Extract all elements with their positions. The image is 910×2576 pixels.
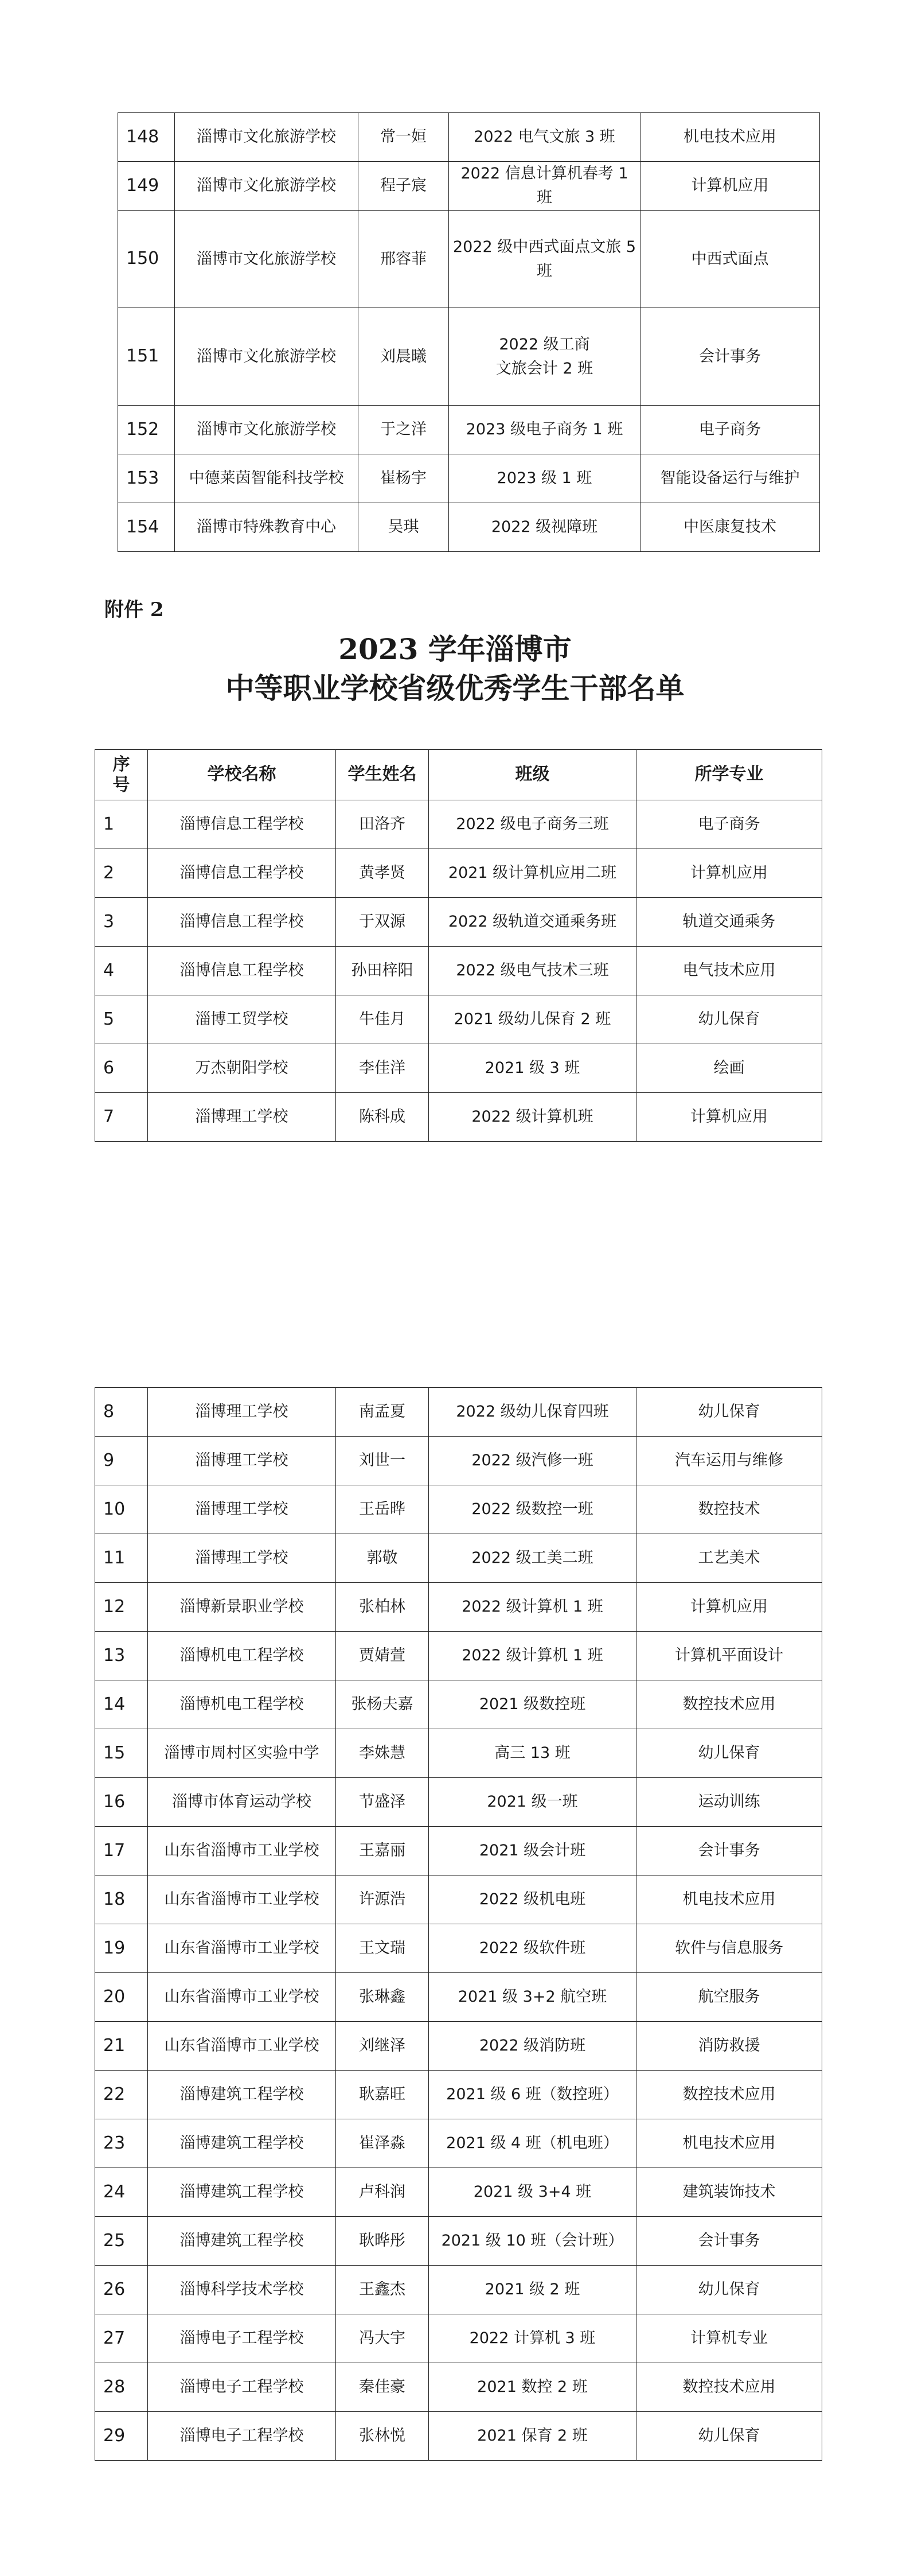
cell-seq: 154 — [118, 503, 175, 552]
cell-student-name: 王嘉丽 — [336, 1827, 429, 1875]
cell-seq: 28 — [95, 2363, 148, 2412]
cell-school: 淄博市文化旅游学校 — [175, 211, 358, 308]
header-class: 班级 — [429, 750, 636, 800]
cell-class: 2021 级 6 班（数控班） — [429, 2071, 636, 2119]
cell-major: 工艺美术 — [636, 1534, 822, 1583]
table-row — [95, 1534, 822, 1583]
cell-class: 2022 级电子商务三班 — [429, 800, 636, 849]
page-title-line2: 中等职业学校省级优秀学生干部名单 — [225, 671, 685, 705]
cell-school: 淄博市文化旅游学校 — [175, 308, 358, 406]
cell-student-name: 程子宸 — [358, 162, 449, 211]
cell-seq: 29 — [95, 2412, 148, 2461]
cell-school: 山东省淄博市工业学校 — [148, 1875, 336, 1924]
cell-seq: 24 — [95, 2168, 148, 2217]
cell-seq: 11 — [95, 1534, 148, 1583]
cell-class: 2021 级 10 班（会计班） — [429, 2217, 636, 2266]
cell-class: 2022 级轨道交通乘务班 — [429, 898, 636, 947]
cell-school: 淄博建筑工程学校 — [148, 2071, 336, 2119]
cell-class: 2023 级电子商务 1 班 — [449, 406, 640, 454]
cell-major: 中西式面点 — [640, 211, 820, 308]
cell-major: 电气技术应用 — [636, 947, 822, 995]
cell-school: 山东省淄博市工业学校 — [148, 1827, 336, 1875]
cell-student-name: 耿嘉旺 — [336, 2071, 429, 2119]
cell-seq: 14 — [95, 1680, 148, 1729]
cell-school: 淄博电子工程学校 — [148, 2314, 336, 2363]
cell-major: 运动训练 — [636, 1778, 822, 1827]
cell-school: 淄博信息工程学校 — [148, 898, 336, 947]
cell-student-name: 陈科成 — [336, 1093, 429, 1142]
cell-school: 淄博理工学校 — [148, 1437, 336, 1485]
cell-school: 淄博建筑工程学校 — [148, 2168, 336, 2217]
cell-class: 2022 信息计算机春考 1 班 — [449, 162, 640, 211]
cell-seq: 151 — [118, 308, 175, 406]
cell-student-name: 卢科润 — [336, 2168, 429, 2217]
cell-seq: 6 — [95, 1044, 148, 1093]
cell-student-name: 耿晔彤 — [336, 2217, 429, 2266]
cell-school: 万杰朝阳学校 — [148, 1044, 336, 1093]
cell-student-name: 刘继泽 — [336, 2022, 429, 2071]
main-table-body — [95, 800, 822, 1142]
cell-class: 2022 级幼儿保育四班 — [429, 1388, 636, 1437]
cell-student-name: 崔泽淼 — [336, 2119, 429, 2168]
cell-major: 绘画 — [636, 1044, 822, 1093]
cell-class: 2022 级计算机班 — [429, 1093, 636, 1142]
cell-seq: 148 — [118, 113, 175, 162]
header-name: 学生姓名 — [336, 750, 429, 800]
cell-student-name: 王岳晔 — [336, 1485, 429, 1534]
cell-student-name: 孙田梓阳 — [336, 947, 429, 995]
table-row — [95, 2363, 822, 2412]
cell-major: 机电技术应用 — [636, 1875, 822, 1924]
cell-school: 淄博市周村区实验中学 — [148, 1729, 336, 1778]
cell-class: 2022 级中西式面点文旅 5 班 — [449, 211, 640, 308]
cell-class: 2022 级计算机 1 班 — [429, 1632, 636, 1680]
cell-major: 建筑装饰技术 — [636, 2168, 822, 2217]
cell-school: 淄博工贸学校 — [148, 995, 336, 1044]
cell-student-name: 秦佳豪 — [336, 2363, 429, 2412]
table-row — [95, 995, 822, 1044]
cell-student-name: 南孟夏 — [336, 1388, 429, 1437]
cell-student-name: 冯大宇 — [336, 2314, 429, 2363]
cell-student-name: 节盛泽 — [336, 1778, 429, 1827]
cell-class: 2022 级工美二班 — [429, 1534, 636, 1583]
table-row — [95, 1973, 822, 2022]
cell-seq: 153 — [118, 454, 175, 503]
cell-seq: 16 — [95, 1778, 148, 1827]
cell-class: 2021 级会计班 — [429, 1827, 636, 1875]
cell-class: 2021 级一班 — [429, 1778, 636, 1827]
table-row — [95, 2119, 822, 2168]
continued-table-body — [118, 113, 820, 552]
cell-seq: 19 — [95, 1924, 148, 1973]
cell-seq: 27 — [95, 2314, 148, 2363]
table-row — [95, 849, 822, 898]
cell-seq: 21 — [95, 2022, 148, 2071]
cell-seq: 23 — [95, 2119, 148, 2168]
table-row — [95, 1583, 822, 1632]
cell-class: 2022 级视障班 — [449, 503, 640, 552]
cell-major: 数控技术应用 — [636, 1680, 822, 1729]
table-row — [95, 1044, 822, 1093]
cell-class: 高三 13 班 — [429, 1729, 636, 1778]
cell-student-name: 于之洋 — [358, 406, 449, 454]
cell-student-name: 刘世一 — [336, 1437, 429, 1485]
cell-seq: 22 — [95, 2071, 148, 2119]
cell-seq: 25 — [95, 2217, 148, 2266]
cell-school: 淄博信息工程学校 — [148, 800, 336, 849]
cell-major: 数控技术应用 — [636, 2071, 822, 2119]
continued-student-table — [118, 112, 820, 552]
table-row — [95, 1729, 822, 1778]
table-row — [118, 406, 820, 454]
table-row — [118, 308, 820, 406]
attachment-label: 附件 2 — [104, 598, 164, 621]
cell-major: 幼儿保育 — [636, 2266, 822, 2314]
cell-school: 山东省淄博市工业学校 — [148, 2022, 336, 2071]
cell-seq: 5 — [95, 995, 148, 1044]
cell-class: 2022 级汽修一班 — [429, 1437, 636, 1485]
cell-seq: 12 — [95, 1583, 148, 1632]
cell-class: 2021 级 4 班（机电班） — [429, 2119, 636, 2168]
cell-major: 计算机平面设计 — [636, 1632, 822, 1680]
cell-class: 2023 级 1 班 — [449, 454, 640, 503]
table-row — [118, 162, 820, 211]
cell-major: 中医康复技术 — [640, 503, 820, 552]
cell-class: 2021 级 3+2 航空班 — [429, 1973, 636, 2022]
cell-seq: 3 — [95, 898, 148, 947]
cell-school: 山东省淄博市工业学校 — [148, 1924, 336, 1973]
cell-major: 幼儿保育 — [636, 2412, 822, 2461]
cell-student-name: 于双源 — [336, 898, 429, 947]
cell-class: 2022 级计算机 1 班 — [429, 1583, 636, 1632]
table-row — [95, 2022, 822, 2071]
cell-school: 淄博机电工程学校 — [148, 1680, 336, 1729]
cell-school: 淄博建筑工程学校 — [148, 2119, 336, 2168]
table-row — [95, 1388, 822, 1437]
cell-major: 幼儿保育 — [636, 1388, 822, 1437]
table-row — [118, 454, 820, 503]
cell-class: 2021 级计算机应用二班 — [429, 849, 636, 898]
cell-seq: 10 — [95, 1485, 148, 1534]
cell-major: 计算机应用 — [640, 162, 820, 211]
cell-seq: 149 — [118, 162, 175, 211]
table-row — [95, 800, 822, 849]
table-row — [118, 211, 820, 308]
cell-student-name: 刘晨曦 — [358, 308, 449, 406]
cell-school: 淄博市文化旅游学校 — [175, 406, 358, 454]
table-row — [95, 1485, 822, 1534]
cell-class: 2021 保育 2 班 — [429, 2412, 636, 2461]
cell-major: 汽车运用与维修 — [636, 1437, 822, 1485]
cell-class: 2021 数控 2 班 — [429, 2363, 636, 2412]
table-row — [95, 2217, 822, 2266]
cell-seq: 7 — [95, 1093, 148, 1142]
cell-school: 淄博理工学校 — [148, 1485, 336, 1534]
table-row — [95, 1827, 822, 1875]
table-row — [95, 1924, 822, 1973]
cell-major: 数控技术 — [636, 1485, 822, 1534]
cell-school: 淄博科学技术学校 — [148, 2266, 336, 2314]
cell-class: 2021 级 3 班 — [429, 1044, 636, 1093]
student-cadre-table — [95, 749, 822, 1142]
cell-student-name: 李姝慧 — [336, 1729, 429, 1778]
cell-major: 幼儿保育 — [636, 995, 822, 1044]
cell-seq: 26 — [95, 2266, 148, 2314]
table-row — [118, 113, 820, 162]
cell-school: 淄博建筑工程学校 — [148, 2217, 336, 2266]
table-row — [95, 1875, 822, 1924]
table-row — [118, 503, 820, 552]
cell-school: 山东省淄博市工业学校 — [148, 1973, 336, 2022]
cell-major: 消防救援 — [636, 2022, 822, 2071]
cell-class: 2022 电气文旅 3 班 — [449, 113, 640, 162]
table-row — [95, 2168, 822, 2217]
cell-class: 2021 级 2 班 — [429, 2266, 636, 2314]
cell-student-name: 张杨夫嘉 — [336, 1680, 429, 1729]
cell-major: 机电技术应用 — [640, 113, 820, 162]
table-header-row — [95, 750, 822, 800]
cell-school: 淄博市文化旅游学校 — [175, 162, 358, 211]
cell-class: 2022 计算机 3 班 — [429, 2314, 636, 2363]
cell-major: 会计事务 — [636, 1827, 822, 1875]
cell-student-name: 张柏林 — [336, 1583, 429, 1632]
cell-seq: 4 — [95, 947, 148, 995]
cell-major: 智能设备运行与维护 — [640, 454, 820, 503]
cell-school: 淄博信息工程学校 — [148, 947, 336, 995]
cell-student-name: 王文瑞 — [336, 1924, 429, 1973]
cell-student-name: 张琳鑫 — [336, 1973, 429, 2022]
cell-seq: 2 — [95, 849, 148, 898]
cell-major: 计算机应用 — [636, 1583, 822, 1632]
cell-major: 轨道交通乘务 — [636, 898, 822, 947]
cell-class: 2021 级数控班 — [429, 1680, 636, 1729]
cell-student-name: 黄孝贤 — [336, 849, 429, 898]
cell-seq: 9 — [95, 1437, 148, 1485]
cell-major: 软件与信息服务 — [636, 1924, 822, 1973]
cell-student-name: 牛佳月 — [336, 995, 429, 1044]
cell-student-name: 邢容菲 — [358, 211, 449, 308]
cont-table-body — [95, 1388, 822, 2461]
cell-school: 中德莱茵智能科技学校 — [175, 454, 358, 503]
cell-school: 淄博市特殊教育中心 — [175, 503, 358, 552]
cell-major: 航空服务 — [636, 1973, 822, 2022]
cell-student-name: 崔杨宇 — [358, 454, 449, 503]
cell-major: 机电技术应用 — [636, 2119, 822, 2168]
cell-seq: 1 — [95, 800, 148, 849]
cell-student-name: 常一姮 — [358, 113, 449, 162]
cell-class: 2022 级消防班 — [429, 2022, 636, 2071]
header-seq: 序 号 — [95, 750, 148, 800]
table-row — [95, 898, 822, 947]
header-major: 所学专业 — [636, 750, 822, 800]
cell-school: 淄博市文化旅游学校 — [175, 113, 358, 162]
cell-student-name: 贾婧萱 — [336, 1632, 429, 1680]
cell-seq: 150 — [118, 211, 175, 308]
cell-class: 2021 级幼儿保育 2 班 — [429, 995, 636, 1044]
cell-school: 淄博机电工程学校 — [148, 1632, 336, 1680]
table-row — [95, 2071, 822, 2119]
table-row — [95, 1093, 822, 1142]
student-cadre-table-continued — [95, 1387, 822, 2461]
cell-school: 淄博新景职业学校 — [148, 1583, 336, 1632]
cell-major: 数控技术应用 — [636, 2363, 822, 2412]
cell-student-name: 张林悦 — [336, 2412, 429, 2461]
cell-school: 淄博理工学校 — [148, 1534, 336, 1583]
cell-class: 2021 级 3+4 班 — [429, 2168, 636, 2217]
cell-student-name: 吴琪 — [358, 503, 449, 552]
cell-class: 2022 级软件班 — [429, 1924, 636, 1973]
table-row — [95, 947, 822, 995]
cell-class: 2022 级数控一班 — [429, 1485, 636, 1534]
cell-major: 电子商务 — [636, 800, 822, 849]
table-row — [95, 1437, 822, 1485]
cell-seq: 18 — [95, 1875, 148, 1924]
table-row — [95, 1680, 822, 1729]
cell-major: 会计事务 — [640, 308, 820, 406]
cell-class: 2022 级电气技术三班 — [429, 947, 636, 995]
cell-major: 计算机专业 — [636, 2314, 822, 2363]
cell-school: 淄博电子工程学校 — [148, 2363, 336, 2412]
cell-student-name: 田洛齐 — [336, 800, 429, 849]
cell-seq: 13 — [95, 1632, 148, 1680]
table-row — [95, 2314, 822, 2363]
table-row — [95, 1632, 822, 1680]
cell-seq: 20 — [95, 1973, 148, 2022]
cell-major: 计算机应用 — [636, 1093, 822, 1142]
cell-major: 电子商务 — [640, 406, 820, 454]
cell-student-name: 李佳洋 — [336, 1044, 429, 1093]
cell-school: 淄博电子工程学校 — [148, 2412, 336, 2461]
cell-seq: 15 — [95, 1729, 148, 1778]
page-title-line1: 2023 学年淄博市 — [338, 632, 572, 666]
cell-student-name: 王鑫杰 — [336, 2266, 429, 2314]
cell-student-name: 许源浩 — [336, 1875, 429, 1924]
cell-school: 淄博信息工程学校 — [148, 849, 336, 898]
table-row — [95, 2266, 822, 2314]
cell-seq: 152 — [118, 406, 175, 454]
cell-class: 2022 级机电班 — [429, 1875, 636, 1924]
cell-major: 会计事务 — [636, 2217, 822, 2266]
cell-seq: 17 — [95, 1827, 148, 1875]
cell-school: 淄博理工学校 — [148, 1093, 336, 1142]
cell-major: 计算机应用 — [636, 849, 822, 898]
cell-school: 淄博理工学校 — [148, 1388, 336, 1437]
cell-school: 淄博市体育运动学校 — [148, 1778, 336, 1827]
cell-seq: 8 — [95, 1388, 148, 1437]
cell-class: 2022 级工商 文旅会计 2 班 — [449, 308, 640, 406]
header-school: 学校名称 — [148, 750, 336, 800]
cell-major: 幼儿保育 — [636, 1729, 822, 1778]
table-row — [95, 2412, 822, 2461]
table-row — [95, 1778, 822, 1827]
cell-student-name: 郭敬 — [336, 1534, 429, 1583]
